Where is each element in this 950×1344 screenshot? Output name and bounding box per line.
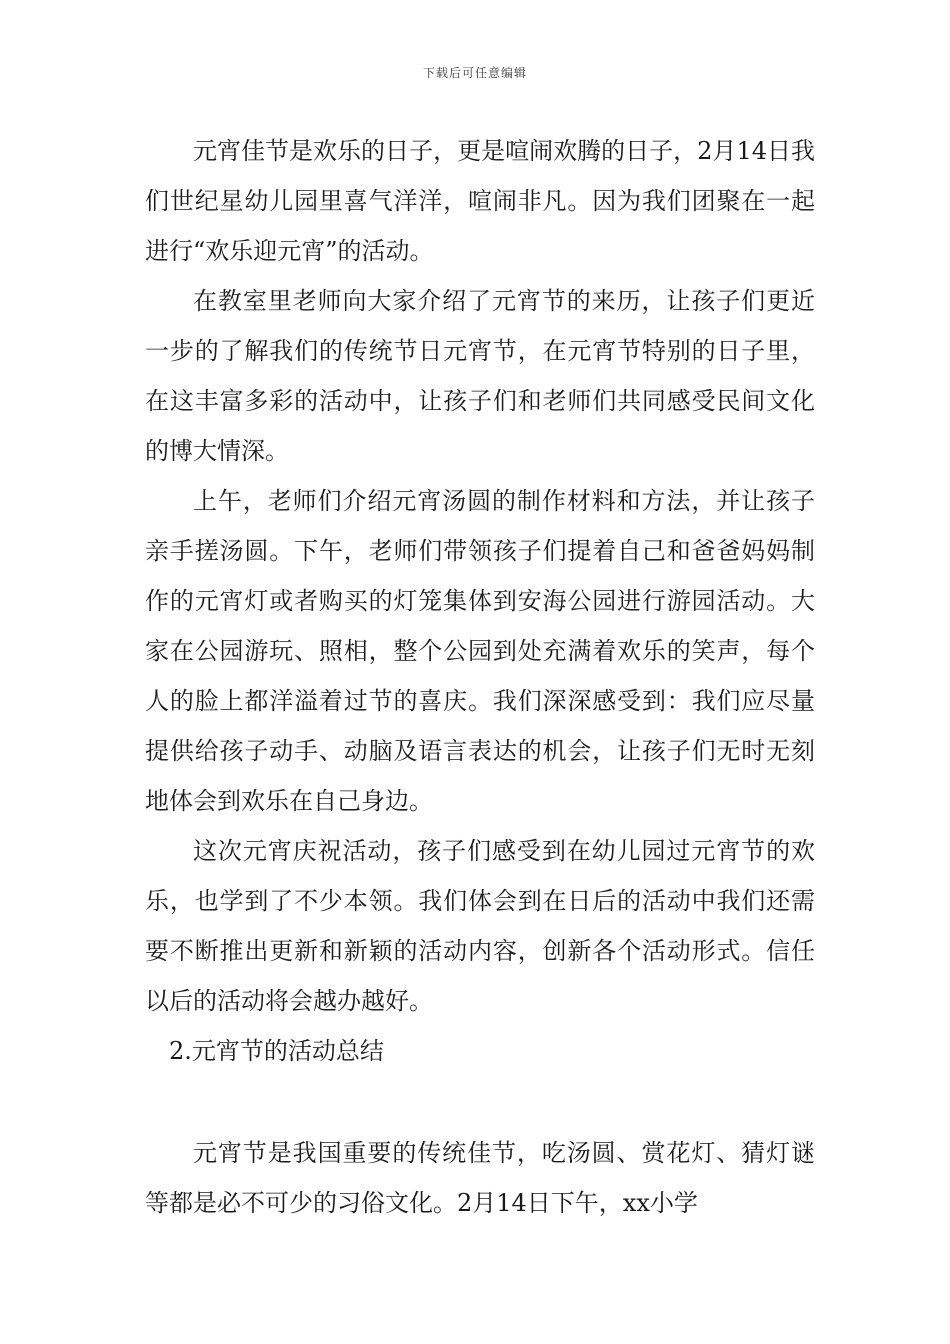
paragraph: 上午，老师们介绍元宵汤圆的制作材料和方法，并让孩子亲手搓汤圆。下午，老师们带领孩子们提着自己和爸爸妈妈制作的元宵灯或者购买的灯笼集体到安海公园进行游园活动。大家在公园游玩、照相，整个公园到处充满着欢乐的笑声，每个人的脸上都洋溢着过节的喜庆。我们深深感受到：我们应尽量提供给孩子动手、动脑及语言表达的机会，让孩子们无时无刻地体会到欢乐在自己身边。 (145, 487, 815, 815)
paragraph: 元宵佳节是欢乐的日子，更是喧闹欢腾的日子，2月14日我们世纪星幼儿园里喜气洋洋，喧闹非凡。因为我们团聚在一起进行“欢乐迎元宵”的活动。 (145, 137, 815, 265)
section-heading: 2.元宵节的活动总结 (169, 1037, 384, 1065)
page-header: 下载后可任意编辑 (422, 66, 527, 80)
paragraph: 这次元宵庆祝活动，孩子们感受到在幼儿园过元宵节的欢乐，也学到了不少本领。我们体会到在日后的活动中我们还需要不断推出更新和新颖的活动内容，创新各个活动形式。信任以后的活动将会越办越好。 (145, 837, 815, 1015)
paragraph: 元宵节是我国重要的传统佳节，吃汤圆、赏花灯、猜灯谜等都是必不可少的习俗文化。2月14日下午，xx小学 (145, 1139, 815, 1217)
paragraph: 在教室里老师向大家介绍了元宵节的来历，让孩子们更近一步的了解我们的传统节日元宵节，在元宵节特别的日子里，在这丰富多彩的活动中，让孩子们和老师们共同感受民间文化的博大情深。 (145, 287, 815, 465)
document-body (145, 126, 815, 1228)
